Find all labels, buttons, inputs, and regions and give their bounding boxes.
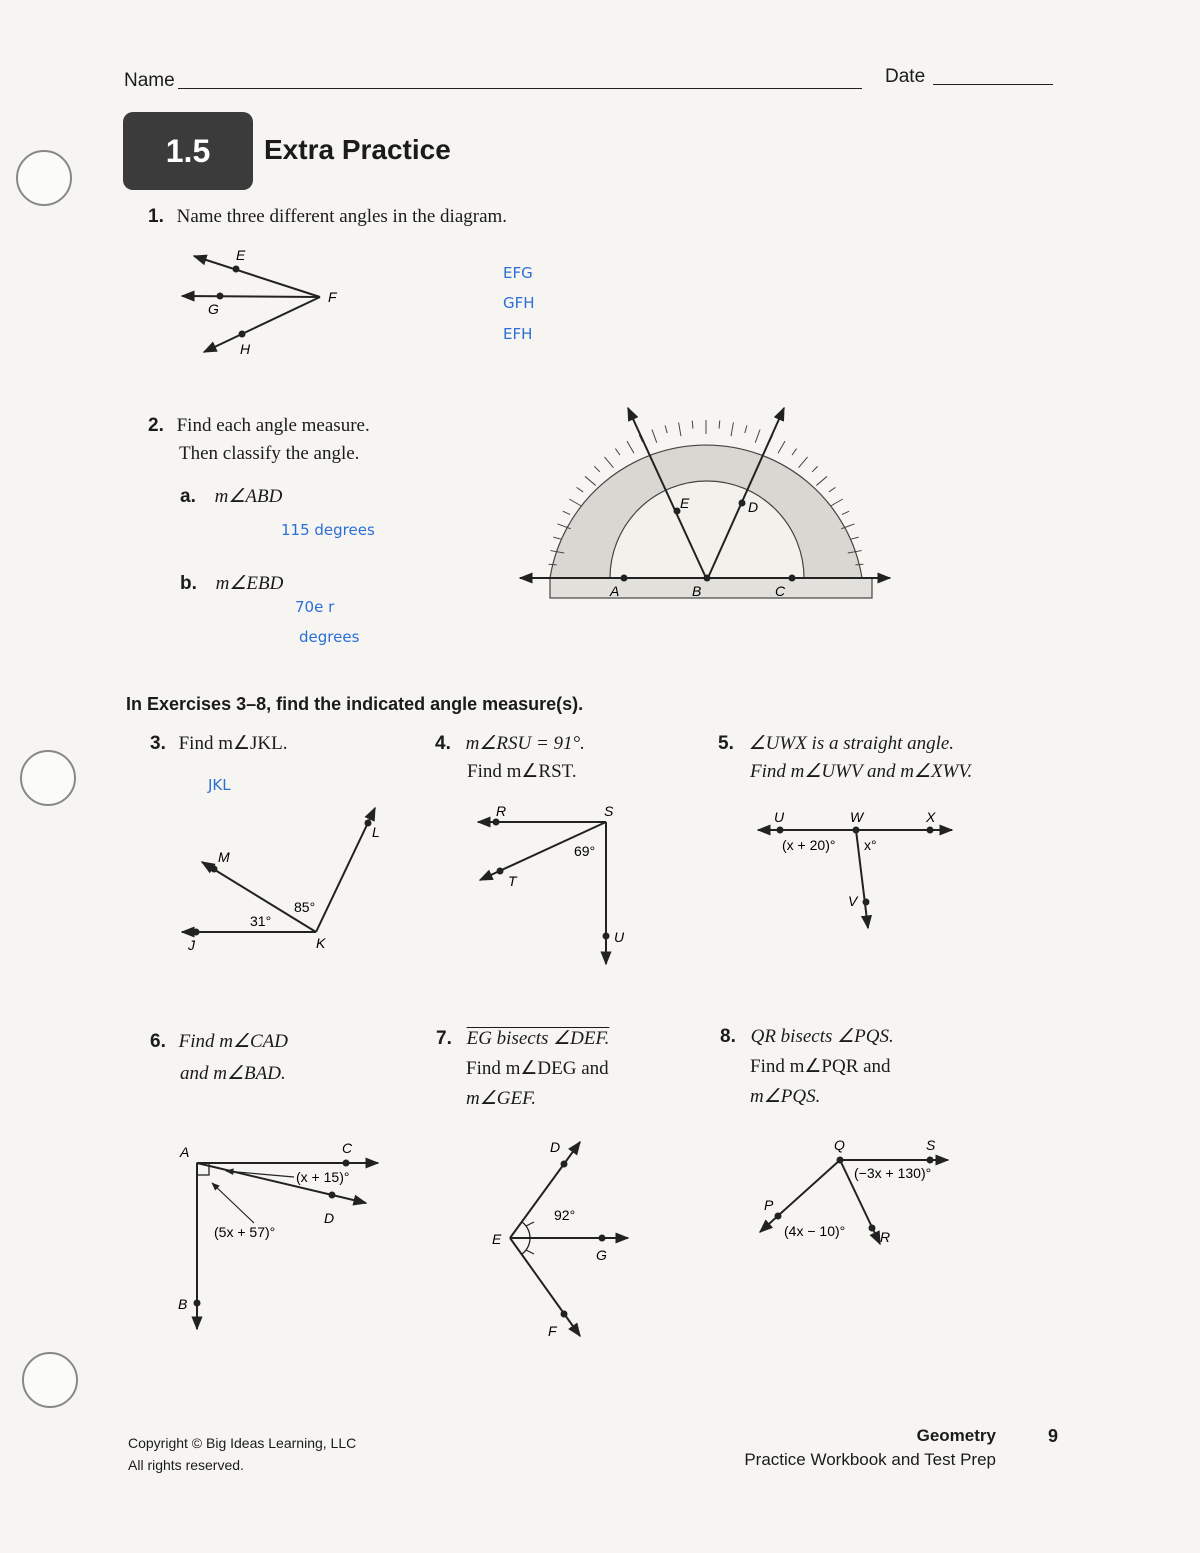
q5-point-x <box>927 827 934 834</box>
q4-point-t <box>497 868 504 875</box>
q1-point-h <box>239 331 246 338</box>
book-title: Geometry <box>916 1426 996 1445</box>
question-7-number: 7. <box>436 1028 452 1049</box>
question-4-number: 4. <box>435 733 451 754</box>
protractor-tick <box>594 466 600 472</box>
question-3-number: 3. <box>150 733 166 754</box>
q3-angle-85: 85° <box>294 899 316 915</box>
q3-point-m <box>211 866 218 873</box>
protractor-tick <box>553 537 561 539</box>
protractor-tick <box>679 422 681 436</box>
protractor-tick <box>563 511 570 514</box>
protractor-tick <box>731 422 733 436</box>
q6-point-d <box>329 1192 336 1199</box>
q1-label-g: G <box>208 301 219 317</box>
q7-ray-ed <box>510 1142 580 1238</box>
protractor-tick <box>851 537 859 539</box>
question-1 <box>148 206 507 228</box>
q1-point-g <box>217 293 224 300</box>
question-7 <box>436 1024 609 1114</box>
q5-expr-left: (x + 20)° <box>782 837 836 853</box>
protractor-point-d <box>739 500 746 507</box>
q1-answer-2: GFH <box>503 294 535 312</box>
q7-label-g: G <box>596 1247 607 1263</box>
page-number: 9 <box>1048 1426 1059 1446</box>
protractor-tick <box>577 487 584 492</box>
q8-point-p <box>775 1213 782 1220</box>
q8-diagram <box>750 1130 980 1260</box>
protractor-tick <box>665 425 667 433</box>
q5-label-u: U <box>774 809 785 825</box>
q8-label-r: R <box>880 1229 891 1245</box>
q3-angle-31: 31° <box>250 913 272 929</box>
footer-book <box>700 1424 996 1472</box>
q1-ray-fh <box>204 297 320 352</box>
q3-label-j: J <box>188 937 195 953</box>
q2a-answer: 115 degrees <box>281 521 375 539</box>
q1-answer-3: EFH <box>503 325 533 343</box>
exercise-instructions: In Exercises 3–8, find the indicated angle measure(s). <box>126 694 584 714</box>
q5-point-w <box>853 827 860 834</box>
q2b-answer-line-2: degrees <box>299 628 360 646</box>
protractor-tick <box>692 421 693 429</box>
protractor-point-c <box>789 575 796 582</box>
q3-label-k: K <box>316 935 326 951</box>
q6-pointer-lower <box>212 1183 254 1223</box>
protractor-label-d: D <box>748 499 759 515</box>
q6-point-c <box>343 1160 350 1167</box>
question-5-line-2: Find m∠UWV and m∠XWV. <box>750 761 973 782</box>
q4-point-r <box>493 819 500 826</box>
q1-answer-1: EFG <box>503 264 533 282</box>
q3-point-j <box>193 929 200 936</box>
q8-expr-pq: (4x − 10)° <box>784 1223 846 1239</box>
binder-hole-top <box>16 150 72 206</box>
binder-hole-bottom <box>22 1352 78 1408</box>
q7-point-g <box>599 1235 606 1242</box>
protractor-tick <box>812 466 818 472</box>
protractor-tick <box>652 430 657 443</box>
q6-expr-cad: (x + 15)° <box>296 1169 350 1185</box>
protractor-tick <box>816 476 827 485</box>
protractor-tick <box>604 457 613 468</box>
q6-diagram <box>170 1135 390 1335</box>
question-5-line-1: ∠UWX is a straight angle. <box>748 733 955 754</box>
protractor-tick <box>855 564 863 565</box>
question-2b-label: b. <box>180 573 197 594</box>
q2-protractor-diagram <box>510 400 910 610</box>
q3-point-l <box>365 820 372 827</box>
q4-point-u <box>603 933 610 940</box>
date-line[interactable] <box>933 66 1053 85</box>
question-3 <box>150 732 288 755</box>
q4-diagram <box>470 800 640 970</box>
protractor-tick <box>569 499 581 506</box>
question-2 <box>148 412 370 468</box>
q5-point-u <box>777 827 784 834</box>
q8-label-s: S <box>926 1137 936 1153</box>
question-6-line-2: and m∠BAD. <box>180 1063 286 1084</box>
q1-diagram <box>170 240 370 370</box>
question-6-number: 6. <box>150 1031 166 1052</box>
protractor-base <box>550 578 872 598</box>
protractor-tick <box>778 441 785 453</box>
name-label: Name <box>124 70 175 91</box>
protractor-tick <box>842 511 849 514</box>
question-3-text: Find m∠JKL. <box>178 733 288 754</box>
question-2-line-1: Find each angle measure. <box>176 415 370 436</box>
protractor-tick <box>799 457 808 468</box>
q4-label-u: U <box>614 929 625 945</box>
q8-expr-qs: (−3x + 130)° <box>854 1165 932 1181</box>
protractor-label-a: A <box>610 583 620 599</box>
protractor-tick <box>549 564 557 565</box>
q8-point-r <box>869 1225 876 1232</box>
q4-angle-69: 69° <box>574 843 596 859</box>
footer-copyright <box>128 1432 356 1476</box>
protractor-tick <box>829 487 836 492</box>
protractor-label-c: C <box>775 583 786 599</box>
question-2-number: 2. <box>148 415 164 436</box>
q8-point-q <box>837 1157 844 1164</box>
protractor-tick <box>831 499 843 506</box>
question-1-number: 1. <box>148 206 164 227</box>
q8-ray-qp <box>760 1160 840 1232</box>
question-4 <box>435 730 585 786</box>
q3-answer: JKL <box>208 776 231 794</box>
question-8-line-1: QR bisects ∠PQS. <box>750 1026 894 1047</box>
q7-label-f: F <box>548 1323 557 1339</box>
question-7-line-2: Find m∠DEG and <box>466 1058 609 1079</box>
protractor-label-e: E <box>680 495 690 511</box>
question-7-line-3: m∠GEF. <box>466 1088 536 1109</box>
q8-label-p: P <box>764 1197 774 1213</box>
question-5-number: 5. <box>718 733 734 754</box>
q6-label-d: D <box>324 1210 335 1226</box>
q3-label-m: M <box>218 849 230 865</box>
protractor-tick <box>627 441 634 453</box>
q3-label-l: L <box>372 824 380 840</box>
protractor-tick <box>755 430 760 443</box>
q4-label-r: R <box>496 803 507 819</box>
protractor-tick <box>615 449 620 456</box>
q6-point-b <box>194 1300 201 1307</box>
question-6-line-1: Find m∠CAD <box>178 1031 288 1052</box>
question-2a <box>180 485 282 508</box>
protractor-tick <box>745 425 747 433</box>
q5-label-v: V <box>848 893 858 909</box>
q7-label-d: D <box>550 1139 561 1155</box>
q6-expr-bad: (5x + 57)° <box>214 1224 276 1240</box>
q7-diagram <box>460 1130 640 1350</box>
question-7-line-1: EG bisects ∠DEF. <box>466 1028 610 1049</box>
question-4-line-2: Find m∠RST. <box>467 761 577 782</box>
protractor-point-a <box>621 575 628 582</box>
binder-hole-middle <box>20 750 76 806</box>
question-1-text: Name three different angles in the diagram. <box>176 206 508 227</box>
book-subtitle: Practice Workbook and Test Prep <box>744 1450 996 1469</box>
protractor-tick <box>719 421 720 429</box>
q1-label-f: F <box>328 289 337 305</box>
question-2a-label: a. <box>180 486 196 507</box>
q5-point-v <box>863 899 870 906</box>
q6-label-a: A <box>180 1144 190 1160</box>
q3-ray-kl <box>316 808 375 932</box>
question-2a-text: m∠ABD <box>214 486 283 507</box>
q3-diagram <box>170 800 400 960</box>
q5-expr-right: x° <box>864 837 877 853</box>
q1-ray-fg <box>182 296 320 297</box>
question-5 <box>718 730 972 786</box>
q7-ray-ef <box>510 1238 580 1336</box>
q2b-answer-line-1: 70e r <box>295 598 335 616</box>
protractor-tick <box>585 476 596 485</box>
q8-point-s <box>927 1157 934 1164</box>
q1-label-e: E <box>236 247 246 263</box>
q6-pointer-upper <box>226 1171 294 1177</box>
protractor-tick <box>792 449 797 456</box>
question-8-number: 8. <box>720 1026 736 1047</box>
q6-label-b: B <box>178 1296 188 1312</box>
question-2-line-2: Then classify the angle. <box>179 443 360 464</box>
q6-label-c: C <box>342 1140 353 1156</box>
rights-text: All rights reserved. <box>128 1457 244 1473</box>
q4-label-t: T <box>508 873 517 889</box>
copyright-text: Copyright © Big Ideas Learning, LLC <box>128 1435 357 1451</box>
question-2b <box>180 572 283 595</box>
q5-diagram <box>750 800 960 940</box>
q5-label-w: W <box>850 809 864 825</box>
question-4-line-1: m∠RSU = 91°. <box>465 733 585 754</box>
q7-point-d <box>561 1161 568 1168</box>
protractor-point-b <box>704 575 711 582</box>
name-line[interactable] <box>178 70 862 89</box>
q7-point-f <box>561 1311 568 1318</box>
protractor-label-b: B <box>692 583 702 599</box>
question-8-line-3: m∠PQS. <box>750 1086 821 1107</box>
q1-ray-fe <box>194 256 320 297</box>
q1-label-h: H <box>240 341 251 357</box>
q7-angle-92: 92° <box>554 1207 576 1223</box>
q1-point-e <box>233 266 240 273</box>
q4-label-s: S <box>604 803 614 819</box>
q7-label-e: E <box>492 1231 502 1247</box>
question-8-line-2: Find m∠PQR and <box>750 1056 891 1077</box>
q5-label-x: X <box>926 809 936 825</box>
date-label: Date <box>885 66 926 87</box>
question-6 <box>150 1026 288 1090</box>
page-title: Extra Practice <box>264 134 451 165</box>
question-8 <box>720 1022 894 1112</box>
lesson-number-badge: 1.5 <box>123 112 253 190</box>
q8-label-q: Q <box>834 1137 845 1153</box>
question-2b-text: m∠EBD <box>215 573 284 594</box>
